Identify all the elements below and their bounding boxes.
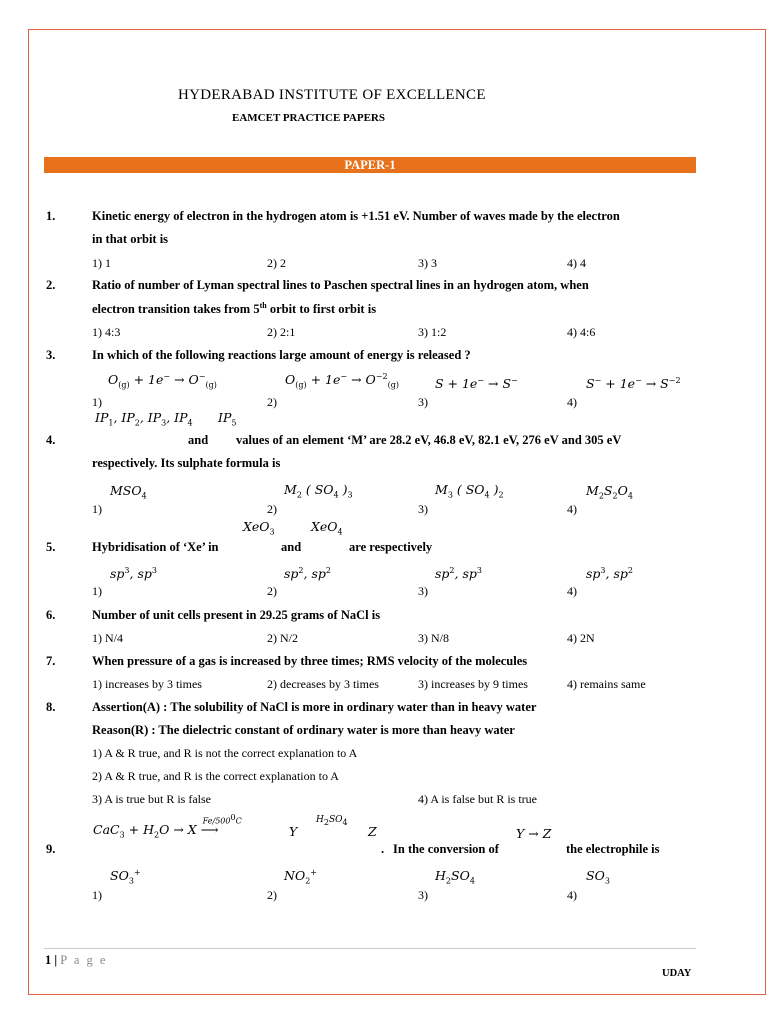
q3-option-1[interactable]: 1) bbox=[92, 395, 102, 409]
q6-option-3[interactable]: 3) N/8 bbox=[418, 631, 449, 645]
q9-z: Z bbox=[368, 824, 377, 839]
q5-hybrid-4: $sp^3$, $sp^2$ bbox=[586, 566, 633, 582]
q4-ip-symbols: $IP_1$, $IP_2$, $IP_3$, $IP_4$ bbox=[95, 410, 193, 428]
q9-species-2: $NO_2^+$ bbox=[284, 868, 317, 886]
q8-option-4[interactable]: 4) A is false but R is true bbox=[418, 792, 537, 806]
q4-number: 4. bbox=[46, 433, 56, 447]
q2-option-2[interactable]: 2) 2:1 bbox=[267, 325, 296, 339]
q7-number: 7. bbox=[46, 654, 56, 668]
q5-option-2[interactable]: 2) bbox=[267, 584, 277, 598]
q2-option-1[interactable]: 1) 4:3 bbox=[92, 325, 121, 339]
q3-equation-4: $S^- + 1e^- \to S^{-2}$ bbox=[586, 376, 681, 392]
q3-text: In which of the following reactions large amount of energy is released ? bbox=[92, 348, 471, 362]
q4-option-1[interactable]: 1) bbox=[92, 502, 102, 516]
page-number: 1 | P a g e bbox=[45, 953, 108, 967]
q4-ip5-symbol: $IP_5$ bbox=[218, 410, 237, 428]
q4-and: and bbox=[188, 433, 209, 447]
q9-option-2[interactable]: 2) bbox=[267, 888, 277, 902]
q4-text-line2: respectively. Its sulphate formula is bbox=[92, 456, 281, 470]
q5-hybrid-3: $sp^2$, $sp^3$ bbox=[435, 566, 482, 582]
q4-option-4[interactable]: 4) bbox=[567, 502, 577, 516]
q6-number: 6. bbox=[46, 608, 56, 622]
q4-formula-4: $M_2S_2O_4$ bbox=[586, 483, 633, 501]
author-name: UDAY bbox=[662, 968, 692, 979]
q9-option-4[interactable]: 4) bbox=[567, 888, 577, 902]
q9-species-4: $SO_3$ bbox=[586, 868, 610, 886]
q3-equation-1: $O_{(g)} + 1e^- \to O^-_{(g)}$ bbox=[108, 372, 217, 390]
q9-h2so4-reagent: $H_2SO_4$ bbox=[316, 815, 348, 827]
q9-reaction-equation: $CaC_3 + H_2O \to X$ ⟶ $Fe/500^0C$ bbox=[93, 813, 242, 840]
q5-number: 5. bbox=[46, 540, 56, 554]
q8-option-1[interactable]: 1) A & R true, and R is not the correct explanation to A bbox=[92, 746, 358, 760]
q3-equation-3: S + 1e− → S− bbox=[435, 376, 518, 392]
q3-option-2[interactable]: 2) bbox=[267, 395, 277, 409]
q1-option-4[interactable]: 4) 4 bbox=[567, 256, 586, 270]
q8-assertion: Assertion(A) : The solubility of NaCl is more in ordinary water than in heavy water bbox=[92, 700, 537, 714]
q5-formula-xeo4: XeO$_4$ bbox=[311, 519, 343, 537]
q8-option-3[interactable]: 3) A is true but R is false bbox=[92, 792, 211, 806]
q9-species-1: $SO_3^+$ bbox=[110, 868, 141, 886]
q5-hybrid-1: $sp^3$, $sp^3$ bbox=[110, 566, 157, 582]
q9-number: 9. bbox=[46, 842, 56, 856]
q5-text-part2: are respectively bbox=[349, 540, 433, 554]
q8-option-2[interactable]: 2) A & R true, and R is the correct explanation to A bbox=[92, 769, 339, 783]
q5-hybrid-2: $sp^2$, $sp^2$ bbox=[284, 566, 331, 582]
paper-subtitle: EAMCET PRACTICE PAPERS bbox=[232, 112, 385, 124]
q6-text: Number of unit cells present in 29.25 grams of NaCl is bbox=[92, 608, 381, 622]
q5-option-1[interactable]: 1) bbox=[92, 584, 102, 598]
q7-option-3[interactable]: 3) increases by 9 times bbox=[418, 677, 528, 691]
q9-option-3[interactable]: 3) bbox=[418, 888, 428, 902]
q8-number: 8. bbox=[46, 700, 56, 714]
q9-text-part2: the electrophile is bbox=[566, 842, 660, 856]
q5-and: and bbox=[281, 540, 302, 554]
q3-option-3[interactable]: 3) bbox=[418, 395, 428, 409]
q7-option-4[interactable]: 4) remains same bbox=[567, 677, 646, 691]
q9-text-part1: In the conversion of bbox=[393, 842, 499, 856]
q2-number: 2. bbox=[46, 278, 56, 292]
paper-banner: PAPER-1 bbox=[44, 157, 696, 173]
q9-option-1[interactable]: 1) bbox=[92, 888, 102, 902]
q5-option-3[interactable]: 3) bbox=[418, 584, 428, 598]
q1-option-2[interactable]: 2) 2 bbox=[267, 256, 286, 270]
q3-equation-2: $O_{(g)} + 1e^- \to O^{-2}_{(g)}$ bbox=[285, 372, 399, 390]
q4-formula-3: $M_3$ ( $SO_4$ )$_2$ bbox=[435, 482, 504, 500]
q9-dot: . bbox=[381, 842, 385, 856]
q1-number: 1. bbox=[46, 209, 56, 223]
q1-text-line2: in that orbit is bbox=[92, 232, 169, 246]
q1-option-1[interactable]: 1) 1 bbox=[92, 256, 111, 270]
q8-reason: Reason(R) : The dielectric constant of ordinary water is more than heavy water bbox=[92, 723, 515, 737]
q9-y-to-z: Y → Z bbox=[516, 826, 552, 841]
q2-option-4[interactable]: 4) 4:6 bbox=[567, 325, 596, 339]
q7-option-2[interactable]: 2) decreases by 3 times bbox=[267, 677, 379, 691]
q6-option-2[interactable]: 2) N/2 bbox=[267, 631, 298, 645]
q1-text-line1: Kinetic energy of electron in the hydrogen atom is +1.51 eV. Number of waves made by the electron bbox=[92, 209, 620, 223]
q5-formula-xeo3: XeO$_3$ bbox=[243, 519, 275, 537]
q2-text-line1: Ratio of number of Lyman spectral lines to Paschen spectral lines in an hydrogen atom, when bbox=[92, 278, 589, 292]
q4-option-2[interactable]: 2) bbox=[267, 502, 277, 516]
q3-option-4[interactable]: 4) bbox=[567, 395, 577, 409]
q2-option-3[interactable]: 3) 1:2 bbox=[418, 325, 447, 339]
q5-text-part1: Hybridisation of ‘Xe’ in bbox=[92, 540, 219, 554]
q7-text: When pressure of a gas is increased by three times; RMS velocity of the molecules bbox=[92, 654, 528, 668]
q4-text-line1: values of an element ‘M’ are 28.2 eV, 46.8 eV, 82.1 eV, 276 eV and 305 eV bbox=[236, 433, 622, 447]
q9-y: Y bbox=[289, 824, 298, 839]
q5-option-4[interactable]: 4) bbox=[567, 584, 577, 598]
q1-option-3[interactable]: 3) 3 bbox=[418, 256, 437, 270]
institute-title: HYDERABAD INSTITUTE OF EXCELLENCE bbox=[178, 87, 486, 103]
q4-option-3[interactable]: 3) bbox=[418, 502, 428, 516]
q6-option-1[interactable]: 1) N/4 bbox=[92, 631, 123, 645]
q4-formula-2: $M_2$ ( $SO_4$ )$_3$ bbox=[284, 482, 353, 500]
q2-text-line2: electron transition takes from 5th orbit to first orbit is bbox=[92, 301, 377, 317]
q6-option-4[interactable]: 4) 2N bbox=[567, 631, 595, 645]
footer-divider bbox=[44, 948, 696, 949]
q7-option-1[interactable]: 1) increases by 3 times bbox=[92, 677, 202, 691]
q3-number: 3. bbox=[46, 348, 56, 362]
q9-species-3: $H_2SO_4$ bbox=[435, 868, 475, 886]
q4-formula-1: $MSO_4$ bbox=[110, 483, 147, 501]
